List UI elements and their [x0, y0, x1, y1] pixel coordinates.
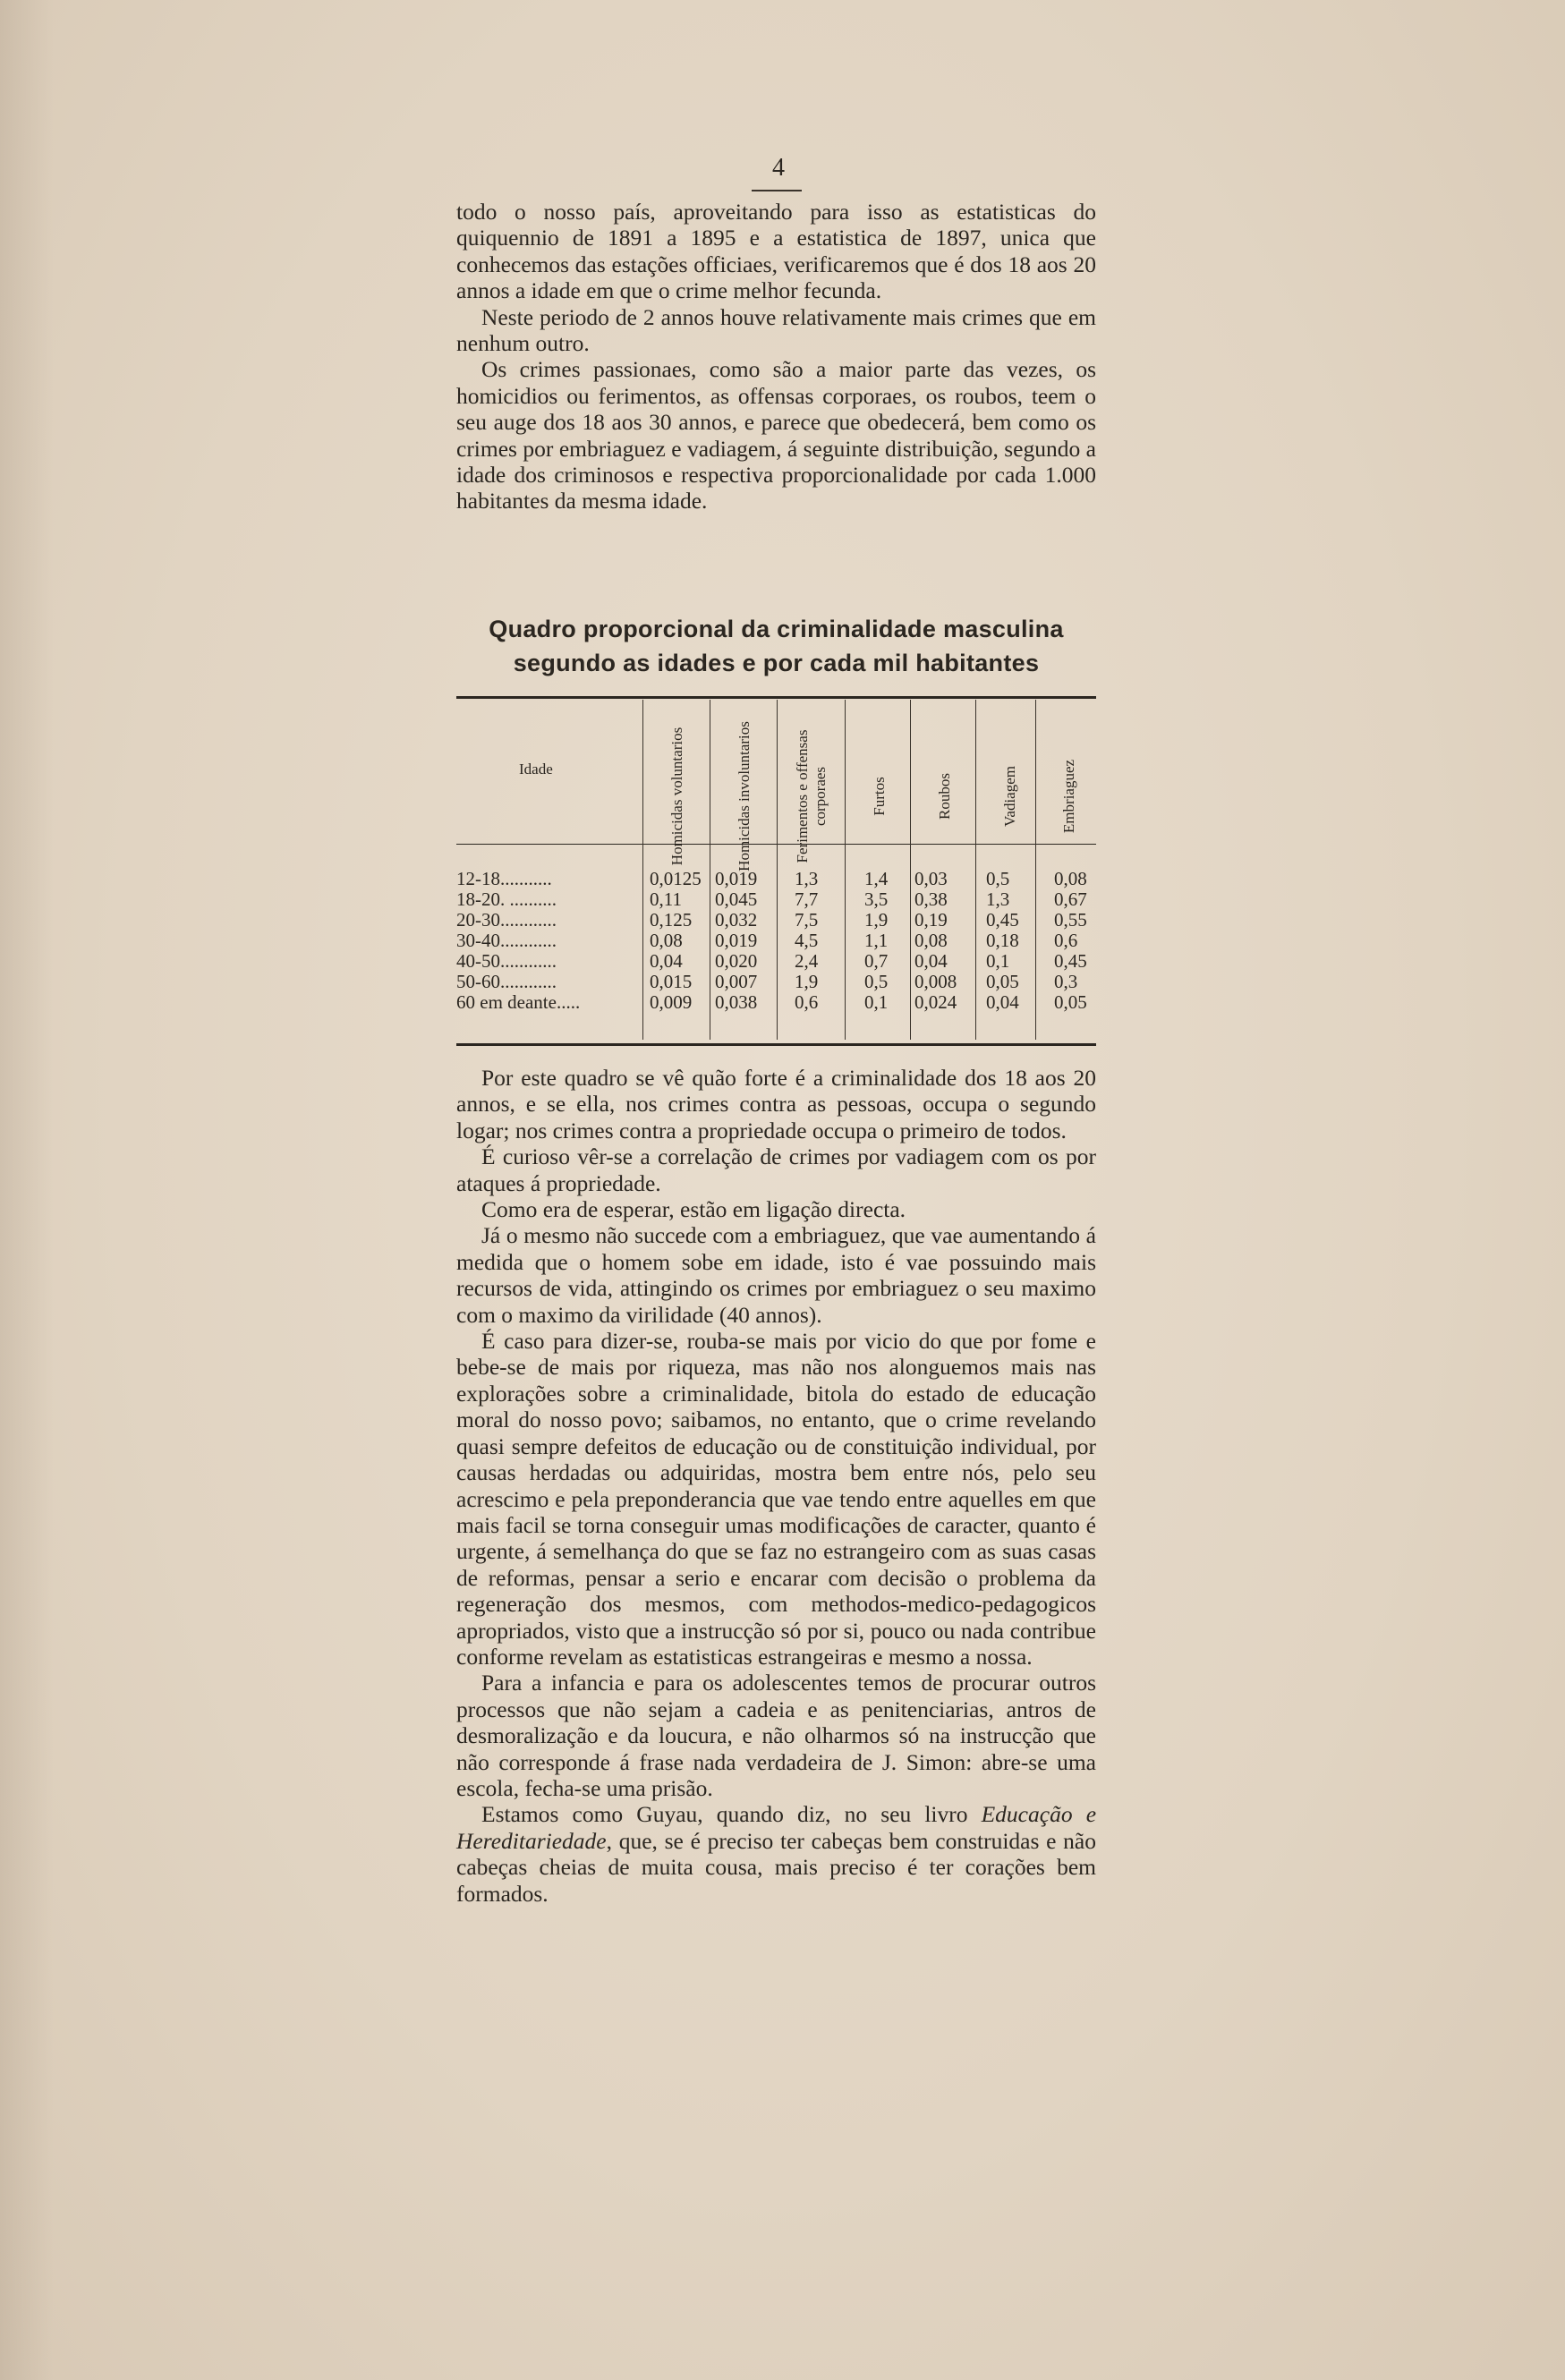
- cell-homicidas-involuntarios: 0,038: [715, 991, 758, 1013]
- cell-homicidas-involuntarios: 0,020: [715, 950, 758, 972]
- cell-roubos: 0,19: [914, 909, 948, 931]
- row-age-label: 50-60............: [456, 971, 557, 992]
- cell-homicidas-involuntarios: 0,045: [715, 888, 758, 910]
- cell-embriaguez: 0,6: [1054, 930, 1078, 951]
- table-title-line-1: Quadro proporcional da criminalidade masculina: [489, 616, 1064, 642]
- cell-homicidas-involuntarios: 0,032: [715, 909, 758, 931]
- cell-embriaguez: 0,67: [1054, 888, 1087, 910]
- cell-ferimentos: 1,3: [795, 868, 819, 889]
- intro-paragraph: Os crimes passionaes, como são a maior parte das vezes, os homicidios ou ferimentos, as offensas corporaes, os roubos, teem o seu auge dos 18 aos 30 annos, e parece que obedecerá, bem como os crimes por embriaguez e vadiagem, á seguinte distribuição, segundo a idade dos criminosos e respectiva proporcionalidade por cada 1.000 habitantes da mesma idade.: [456, 356, 1096, 514]
- cell-vadiagem: 0,5: [986, 868, 1010, 889]
- closing-paragraph: [456, 1801, 1096, 1907]
- page-number-rule: [752, 190, 802, 191]
- row-age-label: 20-30............: [456, 909, 557, 931]
- column-divider: [642, 700, 643, 1040]
- row-age-label: 18-20. ..........: [456, 888, 557, 910]
- body-paragraph: É curioso vêr-se a correlação de crimes por vadiagem com os por ataques á propriedade.: [456, 1143, 1096, 1196]
- cell-ferimentos: 4,5: [795, 930, 819, 951]
- cell-homicidas-involuntarios: 0,019: [715, 868, 758, 889]
- column-divider: [777, 700, 778, 1040]
- closing-text-before: Estamos como Guyau, quando diz, no seu livro: [481, 1801, 982, 1828]
- table-title-line-2: segundo as idades e por cada mil habitantes: [513, 650, 1040, 676]
- body-paragraph: Por este quadro se vê quão forte é a criminalidade dos 18 aos 20 annos, e se ella, nos crimes contra as pessoas, occupa o segundo logar; nos crimes contra a propriedade occupa o primeiro de todos.: [456, 1065, 1096, 1143]
- header-ferimentos-offensas: Ferimentos e offensas corporaes: [794, 729, 829, 863]
- cell-homicidas-voluntarios: 0,08: [650, 930, 683, 951]
- cell-ferimentos: 7,5: [795, 909, 819, 931]
- cell-furtos: 3,5: [864, 888, 889, 910]
- page-fold-shadow: [0, 0, 54, 2380]
- cell-embriaguez: 0,08: [1054, 868, 1087, 889]
- cell-vadiagem: 0,18: [986, 930, 1019, 951]
- table-top-rule: [456, 696, 1096, 699]
- table-bottom-rule: [456, 1043, 1096, 1046]
- cell-furtos: 0,7: [864, 950, 889, 972]
- cell-ferimentos: 0,6: [795, 991, 819, 1013]
- page-number: 4: [772, 154, 785, 182]
- cell-roubos: 0,38: [914, 888, 948, 910]
- cell-ferimentos: 2,4: [795, 950, 819, 972]
- cell-homicidas-involuntarios: 0,019: [715, 930, 758, 951]
- header-homicidas-involuntarios: Homicidas involuntarios: [736, 721, 753, 871]
- header-embriaguez: Embriaguez: [1060, 759, 1077, 834]
- cell-homicidas-voluntarios: 0,04: [650, 950, 683, 972]
- header-roubos: Roubos: [936, 773, 953, 820]
- cell-roubos: 0,024: [914, 991, 957, 1013]
- cell-homicidas-involuntarios: 0,007: [715, 971, 758, 992]
- cell-vadiagem: 0,1: [986, 950, 1010, 972]
- cell-homicidas-voluntarios: 0,11: [650, 888, 682, 910]
- cell-roubos: 0,008: [914, 971, 957, 992]
- row-age-label: 40-50............: [456, 950, 557, 972]
- body-text: [456, 1065, 1096, 1907]
- cell-furtos: 1,9: [864, 909, 889, 931]
- body-paragraph: É caso para dizer-se, rouba-se mais por vicio do que por fome e bebe-se de mais por riqueza, mas não nos alonguemos mais nas explorações sobre a criminalidade, bitola do estado de educação moral do nosso povo; saibamos, no entanto, que o crime revelando quasi sempre defeitos de educação ou de constituição individual, por causas herdadas ou adquiridas, mostra bem entre nós, pelo seu acrescimo e pela preponderancia que vae tendo entre aquelles em que mais facil se torna conseguir umas modificações de caracter, quanto é urgente, á semelhança do que se faz no estrangeiro com as suas casas de reformas, pensar a serio e encarar com decisão o problema da regeneração dos mesmos, com methodos-medico-pedagogicos apropriados, visto que a instrucção só por si, pouco ou nada contribue conforme revelam as estatisticas estrangeiras e mesmo a nossa.: [456, 1328, 1096, 1670]
- body-paragraph: Já o mesmo não succede com a embriaguez, que vae aumentando á medida que o homem sobe em idade, isto é vae possuindo mais recursos de vida, attingindo os crimes por embriaguez o seu maximo com o maximo da virilidade (40 annos).: [456, 1222, 1096, 1328]
- cell-vadiagem: 0,04: [986, 991, 1019, 1013]
- cell-embriaguez: 0,3: [1054, 971, 1078, 992]
- cell-roubos: 0,08: [914, 930, 948, 951]
- row-age-label: 12-18...........: [456, 868, 552, 889]
- cell-embriaguez: 0,55: [1054, 909, 1087, 931]
- cell-embriaguez: 0,45: [1054, 950, 1087, 972]
- book-title: Educação e Hereditariedade: [456, 1801, 1097, 1854]
- intro-text: [456, 199, 1096, 514]
- cell-roubos: 0,03: [914, 868, 948, 889]
- cell-furtos: 1,4: [864, 868, 889, 889]
- header-vadiagem: Vadiagem: [1001, 766, 1018, 827]
- cell-ferimentos: 1,9: [795, 971, 819, 992]
- row-age-label: 30-40............: [456, 930, 557, 951]
- cell-vadiagem: 0,45: [986, 909, 1019, 931]
- cell-furtos: 0,5: [864, 971, 889, 992]
- cell-homicidas-voluntarios: 0,009: [650, 991, 693, 1013]
- cell-vadiagem: 1,3: [986, 888, 1010, 910]
- body-paragraph: Para a infancia e para os adolescentes temos de procurar outros processos que não sejam a cadeia e as penitenciarias, antros de desmoralização e da loucura, e não olharmos só na instrucção que não corresponde á frase nada verdadeira de J. Simon: abre-se uma escola, fecha-se uma prisão.: [456, 1670, 1096, 1801]
- header-homicidas-voluntarios: Homicidas voluntarios: [668, 727, 685, 866]
- cell-furtos: 0,1: [864, 991, 889, 1013]
- row-age-label: 60 em deante.....: [456, 991, 581, 1013]
- body-paragraph: Como era de esperar, estão em ligação directa.: [481, 1196, 906, 1223]
- cell-homicidas-voluntarios: 0,125: [650, 909, 693, 931]
- column-divider: [845, 700, 846, 1040]
- intro-paragraph: Neste periodo de 2 annos houve relativamente mais crimes que em nenhum outro.: [456, 303, 1096, 357]
- header-furtos: Furtos: [871, 777, 888, 816]
- cell-homicidas-voluntarios: 0,015: [650, 971, 693, 992]
- cell-roubos: 0,04: [914, 950, 948, 972]
- closing-text-after: , que, se é preciso ter cabeças bem construidas e não cabeças cheias de muita cousa, mais preciso é ter corações bem formados.: [456, 1827, 1096, 1907]
- cell-ferimentos: 7,7: [795, 888, 819, 910]
- cell-furtos: 1,1: [864, 930, 889, 951]
- cell-homicidas-voluntarios: 0,0125: [650, 868, 702, 889]
- intro-paragraph: todo o nosso país, aproveitando para isso as estatisticas do quiquennio de 1891 a 1895 e a estatistica de 1897, unica que conhecemos das estações officiaes, verificaremos que é dos 18 aos 20 annos a idade em que o crime melhor fecunda.: [456, 199, 1096, 304]
- cell-embriaguez: 0,05: [1054, 991, 1087, 1013]
- cell-vadiagem: 0,05: [986, 971, 1019, 992]
- idade-column-header: Idade: [519, 761, 553, 778]
